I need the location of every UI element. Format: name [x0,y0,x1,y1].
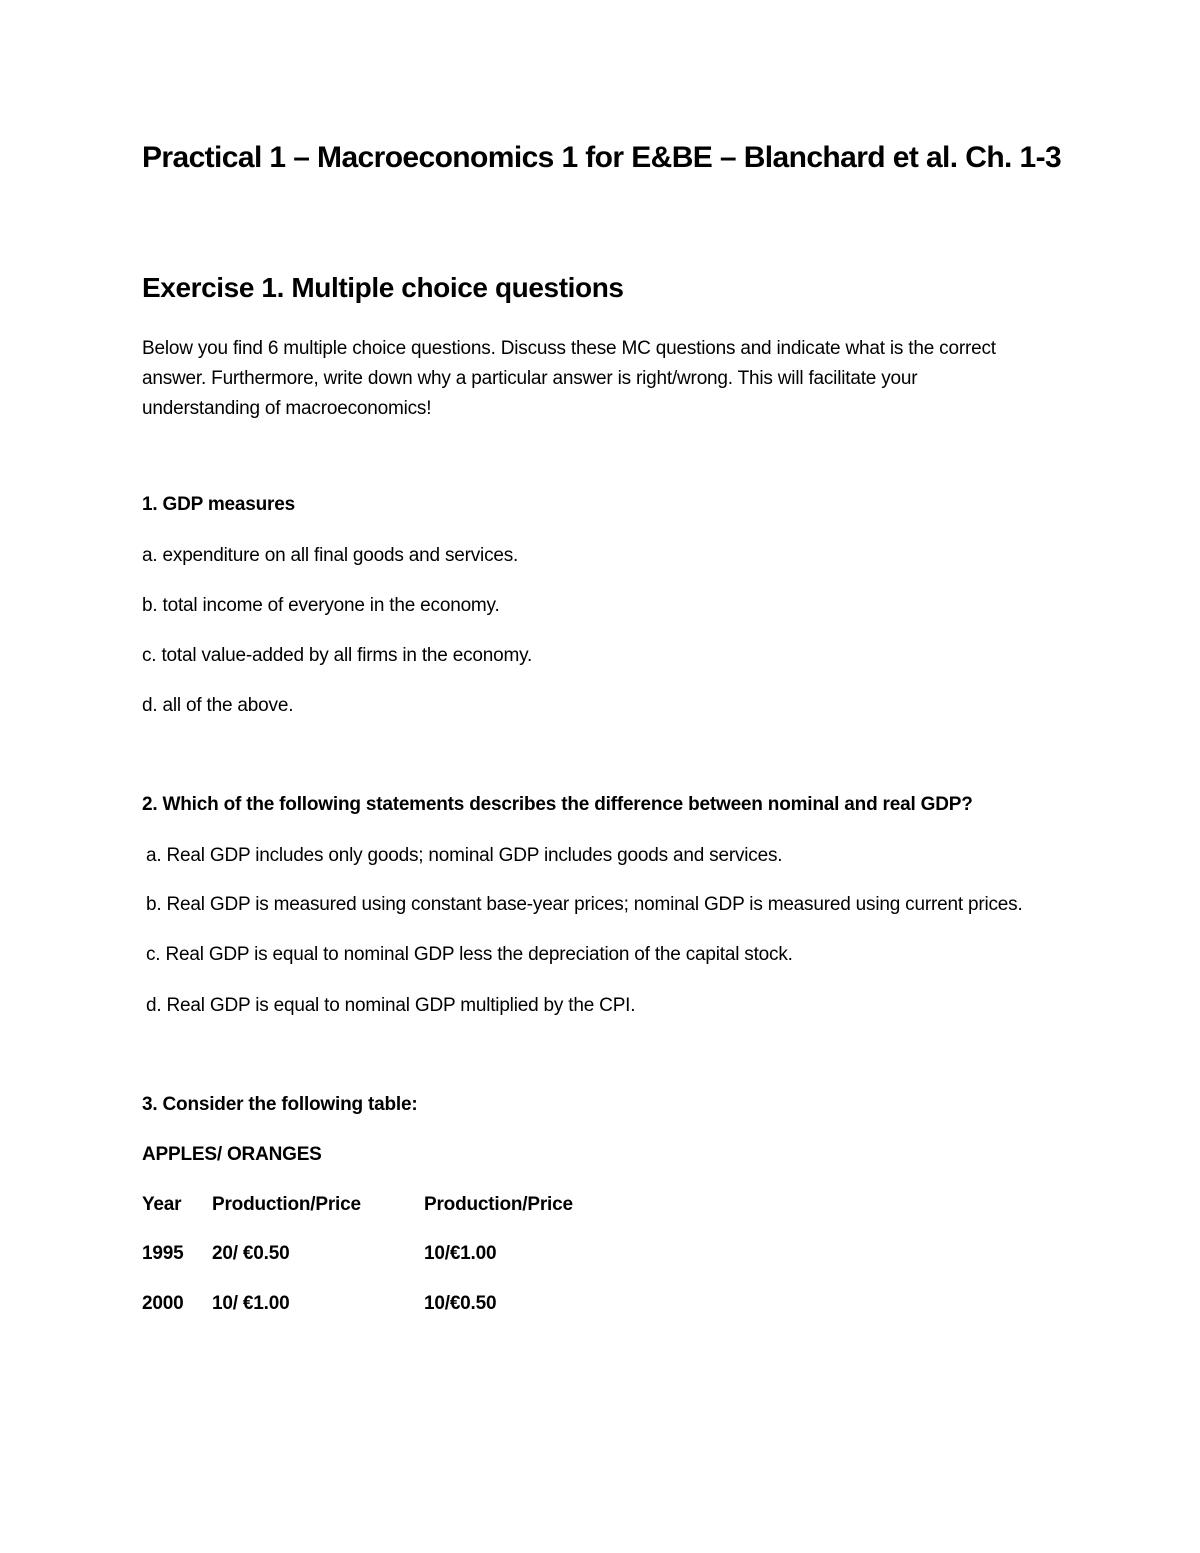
table-cell: 1995 [142,1243,184,1264]
question-3-prompt: 3. Consider the following table: [142,1094,418,1115]
question-1-prompt: 1. GDP measures [142,494,295,515]
question-2-option-a: a. Real GDP includes only goods; nominal GDP includes goods and services. [146,845,783,866]
table-caption: APPLES/ ORANGES [142,1144,322,1165]
exercise-heading: Exercise 1. Multiple choice questions [142,272,624,303]
question-2-option-c: c. Real GDP is equal to nominal GDP less the depreciation of the capital stock. [146,944,793,965]
table-cell: 10/€0.50 [424,1293,497,1314]
question-1-option-a: a. expenditure on all final goods and services. [142,545,519,566]
table-header-cell: Production/Price [424,1194,573,1215]
question-2-option-b: b. Real GDP is measured using constant base-year prices; nominal GDP is measured using current prices. [146,894,1023,915]
question-1-option-b: b. total income of everyone in the economy. [142,595,500,616]
question-1-option-d: d. all of the above. [142,695,294,716]
intro-line: Below you find 6 multiple choice questions. Discuss these MC questions and indicate what is the correct [142,338,996,359]
document-title: Practical 1 – Macroeconomics 1 for E&BE – Blanchard et al. Ch. 1-3 [142,141,1062,174]
table-cell: 20/ €0.50 [212,1243,290,1264]
question-1-option-c: c. total value-added by all firms in the economy. [142,645,533,666]
question-2-prompt: 2. Which of the following statements describes the difference between nominal and real GDP? [142,794,973,815]
table-cell: 2000 [142,1293,184,1314]
intro-paragraph [142,334,1072,424]
table-cell: 10/€1.00 [424,1243,497,1264]
table-cell: 10/ €1.00 [212,1293,290,1314]
table-header-cell: Year [142,1194,182,1215]
question-2-option-d: d. Real GDP is equal to nominal GDP multiplied by the CPI. [146,995,636,1016]
table-header-cell: Production/Price [212,1194,361,1215]
intro-line: understanding of macroeconomics! [142,398,432,419]
intro-line: answer. Furthermore, write down why a particular answer is right/wrong. This will facilitate your [142,368,918,389]
